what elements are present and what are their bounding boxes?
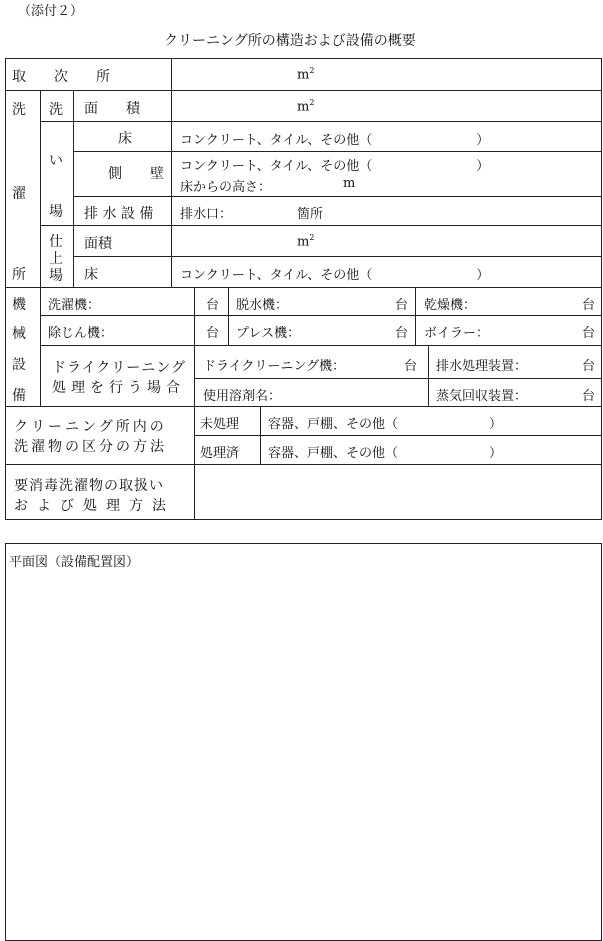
- toritsugi-label: 取 次 所: [12, 69, 110, 85]
- kubun-label-line1: クリーニング所内の: [14, 419, 167, 435]
- shiageba-label-2: 上: [49, 251, 63, 267]
- solvent-label: 使用溶剤名：: [203, 389, 282, 404]
- araiba-label-1: 洗: [49, 102, 63, 118]
- disinfect-label-line1: 要消毒洗濯物の取扱い: [14, 478, 164, 494]
- press-unit: 台: [395, 326, 409, 341]
- sentaku-label-2: 濯: [12, 186, 26, 202]
- kikai-label-1: 機: [12, 297, 26, 313]
- araiba-wall-value: コンクリート、タイル、その他（ ）: [180, 159, 490, 174]
- dust-remover-unit: 台: [206, 326, 220, 341]
- floor-plan-title: 平面図（設備配置図）: [9, 555, 140, 570]
- untreated-value: 容器、戸棚、その他（ ）: [268, 417, 503, 432]
- kikai-label-2: 械: [12, 326, 26, 342]
- kikai-label-3: 設: [12, 357, 26, 373]
- toritsugi-area-unit: $m^2$: [297, 66, 315, 83]
- washer-unit: 台: [206, 298, 220, 313]
- araiba-drain-value-label: 排水口：: [180, 207, 233, 222]
- araiba-floor-label: 床: [118, 131, 132, 147]
- araiba-drain-label: 排 水 設 備: [84, 206, 154, 222]
- press-label: プレス機：: [236, 326, 301, 341]
- dust-remover-label: 除じん機：: [48, 326, 114, 341]
- untreated-label: 未処理: [200, 417, 240, 432]
- araiba-wall-height-label: 床からの高さ：: [180, 180, 272, 195]
- boiler-label: ボイラー：: [424, 326, 490, 341]
- disinfect-label-line2: および処理方法: [14, 498, 175, 514]
- boiler-unit: 台: [582, 326, 596, 341]
- araiba-area-unit: $m^2$: [297, 98, 315, 115]
- washer-label: 洗濯機：: [48, 298, 101, 313]
- dryer-unit: 台: [582, 298, 596, 313]
- dry-machine-unit: 台: [404, 359, 418, 374]
- araiba-wall-label: 側 壁: [108, 166, 164, 182]
- kubun-label-line2: 洗濯物の区分の方法: [14, 439, 167, 455]
- dry-label-line1: ドライクリーニング: [52, 360, 187, 376]
- shiageba-area-unit: $m^2$: [297, 233, 315, 250]
- araiba-label-3: 場: [49, 204, 63, 220]
- araiba-floor-value: コンクリート、タイル、その他（ ）: [180, 133, 490, 148]
- vapor-label: 蒸気回収装置：: [436, 389, 528, 404]
- araiba-area-label: 面 積: [84, 101, 140, 117]
- wastewater-unit: 台: [582, 359, 596, 374]
- shiageba-floor-value: コンクリート、タイル、その他（ ）: [180, 268, 490, 283]
- shiageba-label-3: 場: [49, 268, 63, 284]
- treated-value: 容器、戸棚、その他（ ）: [268, 446, 503, 461]
- treated-label: 処理済: [200, 446, 240, 461]
- sentaku-label-3: 所: [12, 267, 26, 283]
- araiba-drain-unit: 箇所: [297, 207, 324, 222]
- dryer-label: 乾燥機：: [424, 298, 477, 313]
- sentaku-label-1: 洗: [12, 102, 26, 118]
- vapor-unit: 台: [582, 389, 596, 404]
- araiba-label-2: い: [49, 153, 63, 169]
- dehydrator-unit: 台: [395, 298, 409, 313]
- shiageba-area-label: 面積: [84, 236, 112, 252]
- wastewater-label: 排水処理装置：: [436, 359, 528, 374]
- dry-label-line2: 処理を行う場合: [52, 380, 185, 396]
- page-title: クリーニング所の構造および設備の概要: [164, 33, 416, 49]
- shiageba-floor-label: 床: [84, 267, 98, 283]
- araiba-wall-height-unit: m: [343, 176, 356, 191]
- dry-machine-label: ドライクリーニング機：: [203, 359, 346, 374]
- dehydrator-label: 脱水機：: [236, 298, 289, 313]
- kikai-label-4: 備: [12, 388, 26, 404]
- shiageba-label-1: 仕: [49, 234, 63, 250]
- floor-plan-box: [5, 543, 602, 941]
- attachment-label: （添付２）: [18, 4, 84, 19]
